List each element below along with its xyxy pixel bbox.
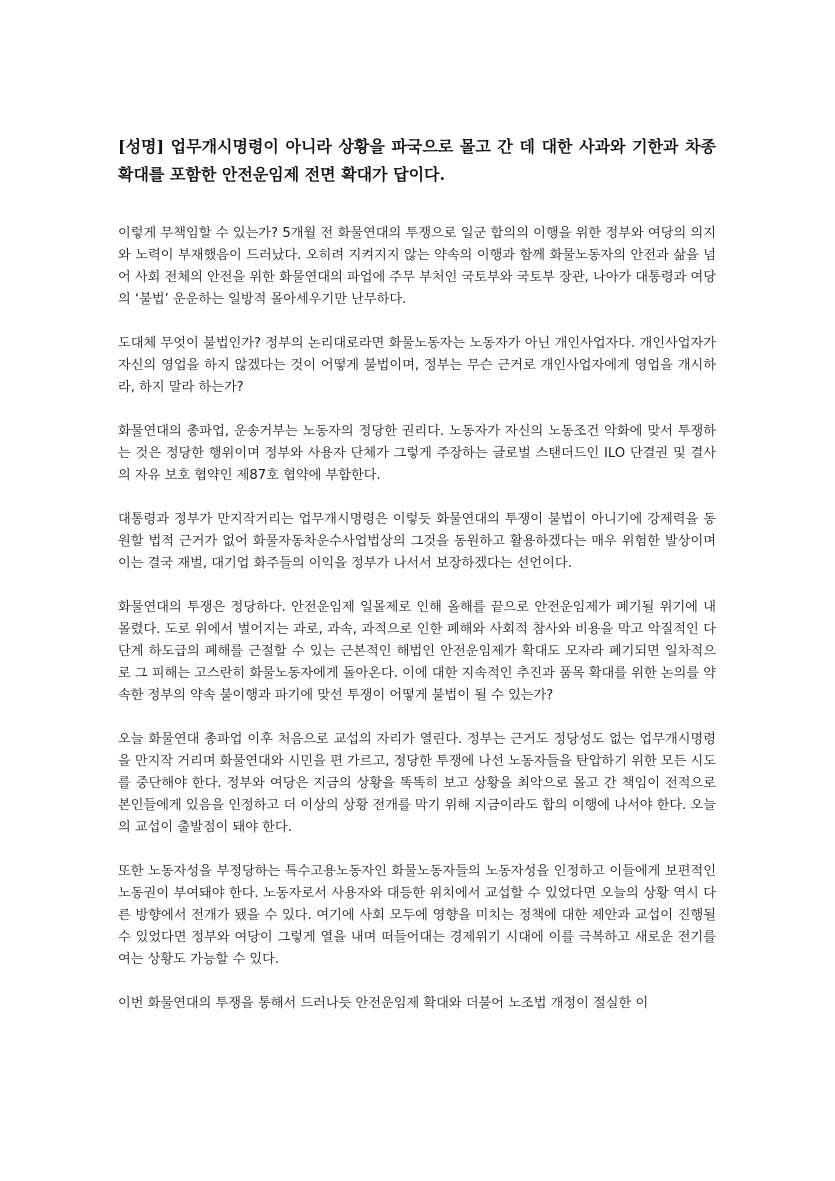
paragraph-2: 도대체 무엇이 불법인가? 정부의 논리대로라면 화물노동자는 노동자가 아닌 개인사업자다. 개인사업자가 자신의 영업을 하지 않겠다는 것이 어떻게 불법이며, 정부는 무슨 근거로 개인사업자에게 영업을 개시하라, 하지 말라 하는가? bbox=[118, 336, 716, 395]
statement-title: [성명] 업무개시명령이 아니라 상황을 파국으로 몰고 간 데 대한 사과와 기한과 차종 확대를 포함한 안전운임제 전면 확대가 답이다. bbox=[118, 137, 716, 184]
statement-page bbox=[118, 133, 716, 1037]
paragraph-3: 화물연대의 총파업, 운송거부는 노동자의 정당한 권리다. 노동자가 자신의 노동조건 악화에 맞서 투쟁하는 것은 정당한 행위이며 정부와 사용자 단체가 그렇게 주장하는 글로벌 스탠더드인 ILO 단결권 및 결사의 자유 보호 협약인 제87호 협약에 부합한다. bbox=[118, 424, 716, 483]
paragraph-5: 화물연대의 투쟁은 정당하다. 안전운임제 일몰제로 인해 올해를 끝으로 안전운임제가 폐기될 위기에 내몰렸다. 도로 위에서 벌어지는 과로, 과속, 과적으로 인한 폐해와 사회적 참사와 비용을 막고 악질적인 다단계 하도급의 폐해를 근절할 수 있는 근본적인 해법인 안전운임제가 확대도 모자라 폐기되면 일차적으로 그 피해는 고스란히 화물노동자에게 돌아온다. 이에 대한 지속적인 추진과 품목 확대를 위한 논의를 약속한 정부의 약속 불이행과 파기에 맞선 투쟁이 어떻게 불법이 될 수 있는가? bbox=[118, 600, 716, 703]
paragraph-7: 또한 노동자성을 부정당하는 특수고용노동자인 화물노동자들의 노동자성을 인정하고 이들에게 보편적인 노동권이 부여돼야 한다. 노동자로서 사용자와 대등한 위치에서 교섭할 수 있었다면 오늘의 상황 역시 다른 방향에서 전개가 됐을 수 있다. 여기에 사회 모두에 영향을 미치는 정책에 대한 제안과 교섭이 진행될 수 있었다면 정부와 여당이 그렇게 열을 내며 떠들어대는 경제위기 시대에 이를 극복하고 새로운 전기를 여는 상황도 가능할 수 있다. bbox=[118, 864, 716, 967]
paragraph-4: 대통령과 정부가 만지작거리는 업무개시명령은 이렇듯 화물연대의 투쟁이 불법이 아니기에 강제력을 동원할 법적 근거가 없어 화물자동차운수사업법상의 그것을 동원하고 활용하겠다는 매우 위험한 발상이며 이는 결국 재벌, 대기업 화주들의 이익을 정부가 나서서 보장하겠다는 선언이다. bbox=[118, 512, 716, 571]
paragraph-6: 오늘 화물연대 총파업 이후 처음으로 교섭의 자리가 열린다. 정부는 근거도 정당성도 없는 업무개시명령을 만지작 거리며 화물연대와 시민을 편 가르고, 정당한 투쟁에 나선 노동자들을 탄압하기 위한 모든 시도를 중단해야 한다. 정부와 여당은 지금의 상황을 똑똑히 보고 상황을 최악으로 몰고 간 책임이 전적으로 본인들에게 있음을 인정하고 더 이상의 상황 전개를 막기 위해 지금이라도 합의 이행에 나서야 한다. 오늘의 교섭이 출발점이 돼야 한다. bbox=[118, 732, 716, 835]
paragraph-1: 이렇게 무책임할 수 있는가? 5개월 전 화물연대의 투쟁으로 일군 합의의 이행을 위한 정부와 여당의 의지와 노력이 부재했음이 드러났다. 오히려 지켜지지 않는 약속의 이행과 함께 화물노동자의 안전과 삶을 넘어 사회 전체의 안전을 위한 화물연대의 파업에 주무 부처인 국토부와 국토부 장관, 나아가 대통령과 여당의 ‘불법’ 운운하는 일방적 몰아세우기만 난무하다. bbox=[118, 226, 716, 307]
paragraph-8: 이번 화물연대의 투쟁을 통해서 드러나듯 안전운임제 확대와 더불어 노조법 개정이 절실한 이 bbox=[118, 996, 649, 1011]
